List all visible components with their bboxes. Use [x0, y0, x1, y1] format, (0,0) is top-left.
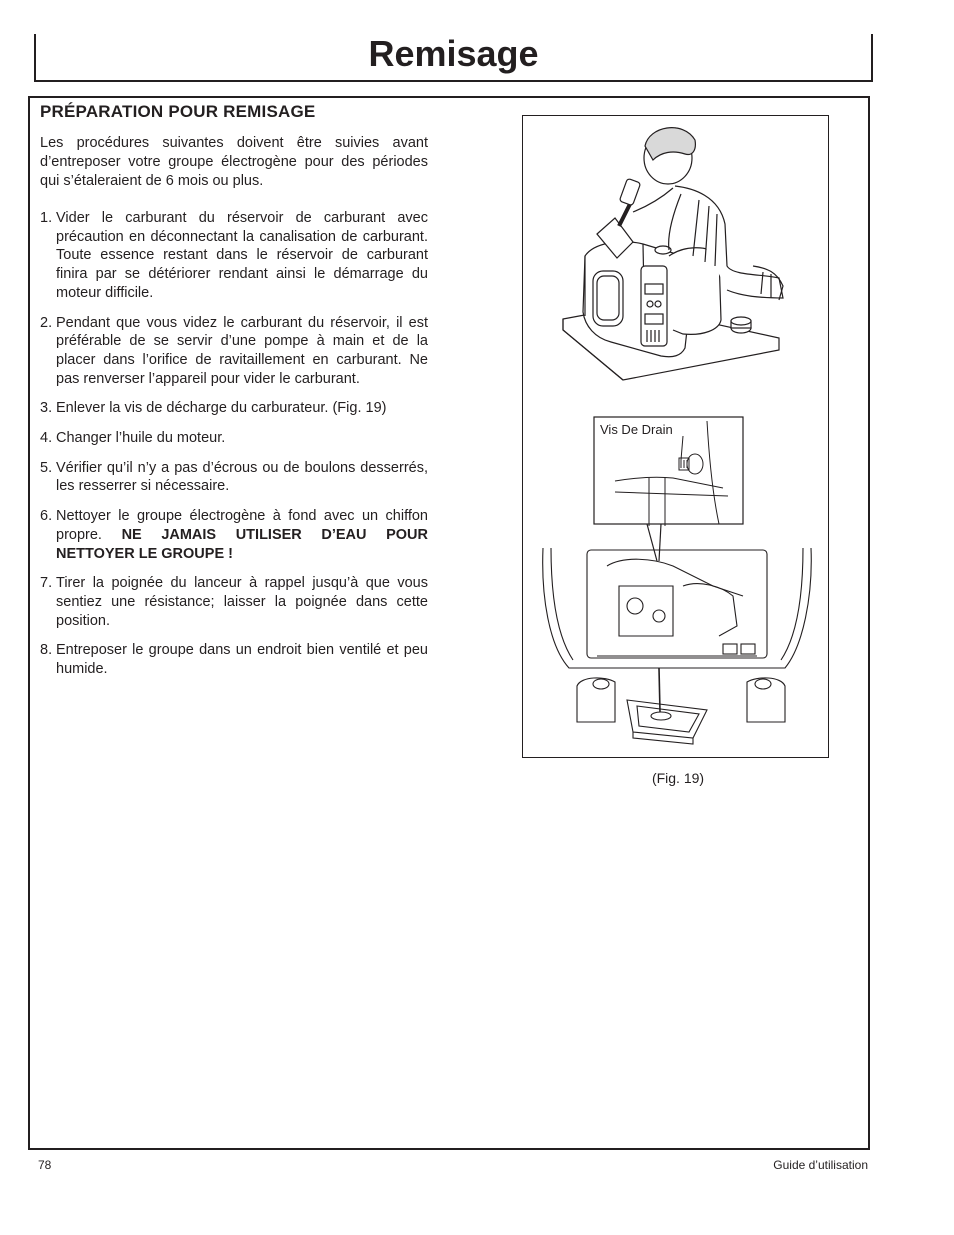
step-number: 8.: [40, 642, 53, 659]
figure-caption: (Fig. 19): [651, 770, 705, 786]
step-item: [40, 641, 428, 678]
step-number: 6.: [40, 508, 53, 525]
footer-label: Guide d’utilisation: [773, 1158, 868, 1172]
step-number: 1.: [40, 210, 53, 226]
step-number: 4.: [40, 430, 53, 447]
step-item: [40, 429, 428, 448]
step-item: [40, 314, 428, 389]
figure-19: [522, 115, 829, 758]
step-number: 5.: [40, 459, 53, 476]
step-text: Changer l’huile du moteur.: [56, 430, 226, 447]
step-text: Enlever la vis de décharge du carburateur. (Fig. 19): [56, 400, 387, 417]
step-number: 3.: [40, 400, 53, 417]
drain-screw-label: Vis De Drain: [600, 422, 673, 437]
step-text: Vider le carburant du réservoir de carburant avec précaution en déconnectant la canalisation de carburant. Toute essence restant dans le réservoir de carburant finira par se détériorer rendant ainsi le démarrage du moteur difficile.: [56, 210, 428, 301]
step-item: [40, 507, 428, 563]
title-box: [34, 34, 873, 82]
steps-list: [40, 209, 428, 690]
step-number: 2.: [40, 314, 53, 331]
intro-paragraph: Les procédures suivantes doivent être suivies avant d’entreposer votre groupe électrogène pour des périodes qui s’étaleraient de 6 mois ou plus.: [40, 135, 428, 189]
step-text: Pendant que vous videz le carburant du réservoir, il est préférable de se servir d’une pompe à main et de la placer dans l’orifice de ravitaillement en carburant. Ne pas renverser l’appareil pour vider le carburant.: [56, 314, 428, 387]
step-item: [40, 574, 428, 630]
step-text: Tirer la poignée du lanceur à rappel jusqu’à que vous sentiez une résistance; laisser la poignée dans cette position.: [56, 575, 428, 629]
step-warning: NE JAMAIS UTILISER D’EAU POUR NETTOYER LE GROUPE !: [56, 526, 428, 562]
step-text: Nettoyer le groupe électrogène à fond avec un chiffon propre.: [56, 508, 428, 543]
step-text: Vérifier qu’il n’y a pas d’écrous ou de boulons desserrés, les resserrer si nécessaire.: [56, 459, 428, 495]
section-heading: PRÉPARATION POUR REMISAGE: [40, 102, 316, 121]
generator-underside-illustration: [543, 548, 812, 744]
page-title: Remisage: [368, 33, 539, 74]
step-item: [40, 459, 428, 496]
step-text: Entreposer le groupe dans un endroit bien ventilé et peu humide.: [56, 642, 428, 678]
step-item: [40, 399, 428, 418]
step-number: 7.: [40, 575, 53, 592]
person-with-generator-illustration: [563, 128, 783, 380]
step-item: [40, 209, 428, 303]
figure-illustration: [523, 116, 828, 757]
page-number: 78: [38, 1158, 52, 1172]
